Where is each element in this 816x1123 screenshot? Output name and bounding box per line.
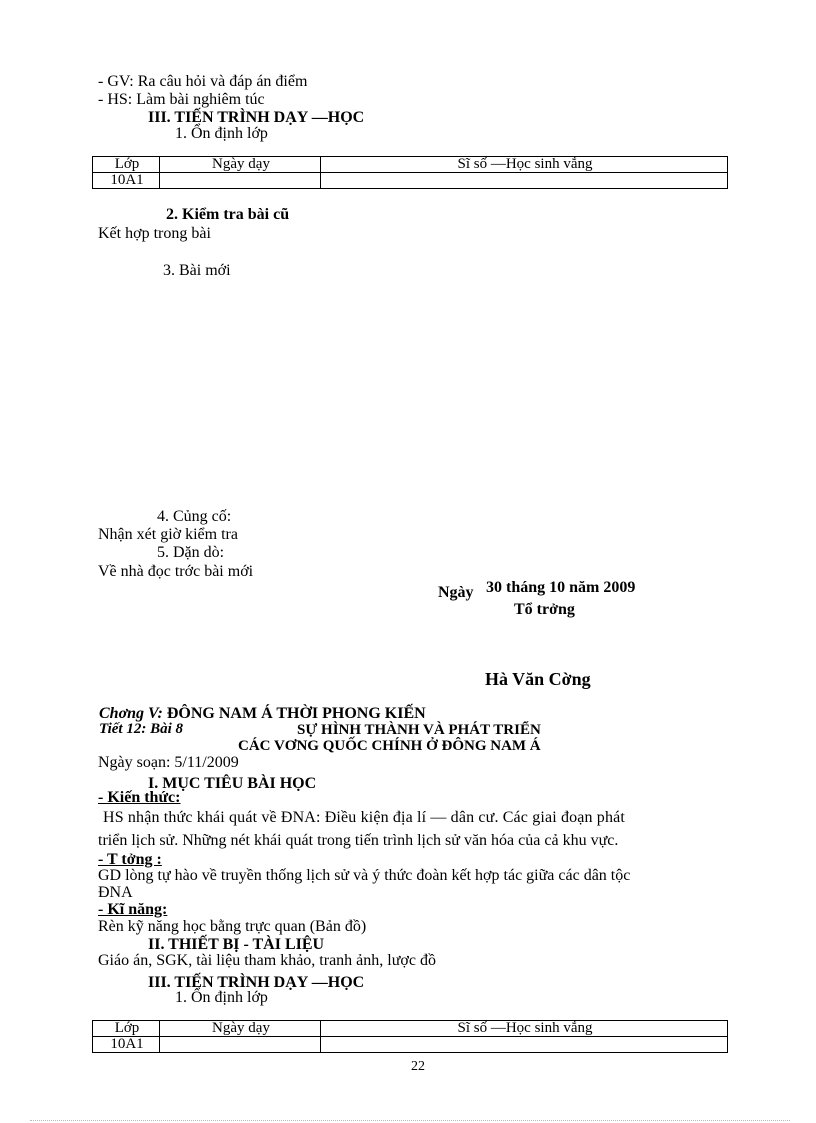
step-heading: 2. Kiểm tra bài cũ bbox=[166, 206, 290, 223]
chapter-heading bbox=[99, 706, 426, 722]
table-header-cell: Ngày dạy bbox=[160, 157, 321, 173]
step-heading: 4. Củng cố: bbox=[157, 508, 232, 525]
table-row bbox=[93, 1037, 728, 1053]
class-table bbox=[92, 1020, 728, 1053]
step-heading: 1. Ổn định lớp bbox=[175, 125, 268, 142]
table-header-cell: Lớp bbox=[93, 157, 160, 173]
body-text: Nhận xét giờ kiểm tra bbox=[98, 526, 238, 543]
step-heading: 3. Bài mới bbox=[163, 262, 231, 279]
gv-line: - GV: Ra câu hỏi và đáp án điểm bbox=[98, 73, 308, 90]
page-bottom-divider bbox=[30, 1120, 790, 1121]
table-header-row bbox=[93, 157, 728, 173]
chapter-label: Chơng V: bbox=[99, 705, 163, 722]
table-cell bbox=[160, 1037, 321, 1053]
page-number: 22 bbox=[411, 1059, 425, 1074]
table-cell: 10A1 bbox=[93, 173, 160, 189]
table-header-cell: Sĩ số —Học sinh vắng bbox=[321, 1021, 728, 1037]
body-text: Giáo án, SGK, tài liệu tham khảo, tranh ảnh, lược đồ bbox=[98, 952, 436, 969]
step-heading: 5. Dặn dò: bbox=[157, 544, 225, 561]
signature-date: 30 tháng 10 năm 2009 bbox=[486, 579, 636, 596]
table-header-cell: Lớp bbox=[93, 1021, 160, 1037]
table-cell bbox=[321, 173, 728, 189]
date-prefix: Ngày bbox=[438, 584, 474, 601]
table-row bbox=[93, 173, 728, 189]
section-heading: III. TIẾN TRÌNH DẠY —HỌC bbox=[148, 109, 365, 126]
table-header-row bbox=[93, 1021, 728, 1037]
section-heading: III. TIẾN TRÌNH DẠY —HỌC bbox=[148, 974, 365, 991]
signer-title: Tổ trởng bbox=[514, 601, 575, 618]
table-header-cell: Sĩ số —Học sinh vắng bbox=[321, 157, 728, 173]
knowledge-text: triển lịch sử. Những nét khái quát trong tiến trình lịch sử văn hóa của cả khu vực. bbox=[98, 832, 619, 849]
skills-label: - Kĩ năng: bbox=[98, 901, 168, 918]
section-heading: II. THIẾT BỊ - TÀI LIỆU bbox=[148, 936, 325, 953]
table-cell bbox=[321, 1037, 728, 1053]
body-text: Kết hợp trong bài bbox=[98, 225, 211, 242]
knowledge-label: - Kiến thức: bbox=[98, 789, 181, 806]
chapter-title: ĐÔNG NAM Á THỜI PHONG KIẾN bbox=[166, 705, 426, 722]
lesson-title-1: SỰ HÌNH THÀNH VÀ PHÁT TRIỂN bbox=[297, 722, 541, 738]
table-cell bbox=[160, 173, 321, 189]
date-prepared: Ngày soạn: 5/11/2009 bbox=[98, 754, 239, 771]
thought-text: GD lòng tự hào về truyền thống lịch sử và ý thức đoàn kết hợp tác giữa các dân tộc bbox=[98, 867, 631, 884]
knowledge-text: HS nhận thức khái quát về ĐNA: Điều kiện địa lí — dân cư. Các giai đoạn phát bbox=[103, 809, 625, 826]
class-table bbox=[92, 156, 728, 189]
step-heading: 1. Ổn định lớp bbox=[175, 989, 268, 1006]
table-header-cell: Ngày dạy bbox=[160, 1021, 321, 1037]
section-heading: I. MỤC TIÊU BÀI HỌC bbox=[148, 775, 317, 792]
hs-line: - HS: Làm bài nghiêm túc bbox=[98, 91, 265, 108]
body-text: Về nhà đọc trớc bài mới bbox=[98, 563, 254, 580]
thought-label: - T tởng : bbox=[98, 851, 162, 868]
signer-name: Hà Văn Cờng bbox=[485, 669, 591, 689]
table-cell: 10A1 bbox=[93, 1037, 160, 1053]
skills-text: Rèn kỹ năng học bằng trực quan (Bản đồ) bbox=[98, 918, 367, 935]
lesson-title-2: CÁC VƠNG QUỐC CHÍNH Ở ĐÔNG NAM Á bbox=[238, 738, 541, 754]
thought-text: ĐNA bbox=[98, 884, 133, 901]
lesson-label: Tiết 12: Bài 8 bbox=[99, 721, 184, 737]
